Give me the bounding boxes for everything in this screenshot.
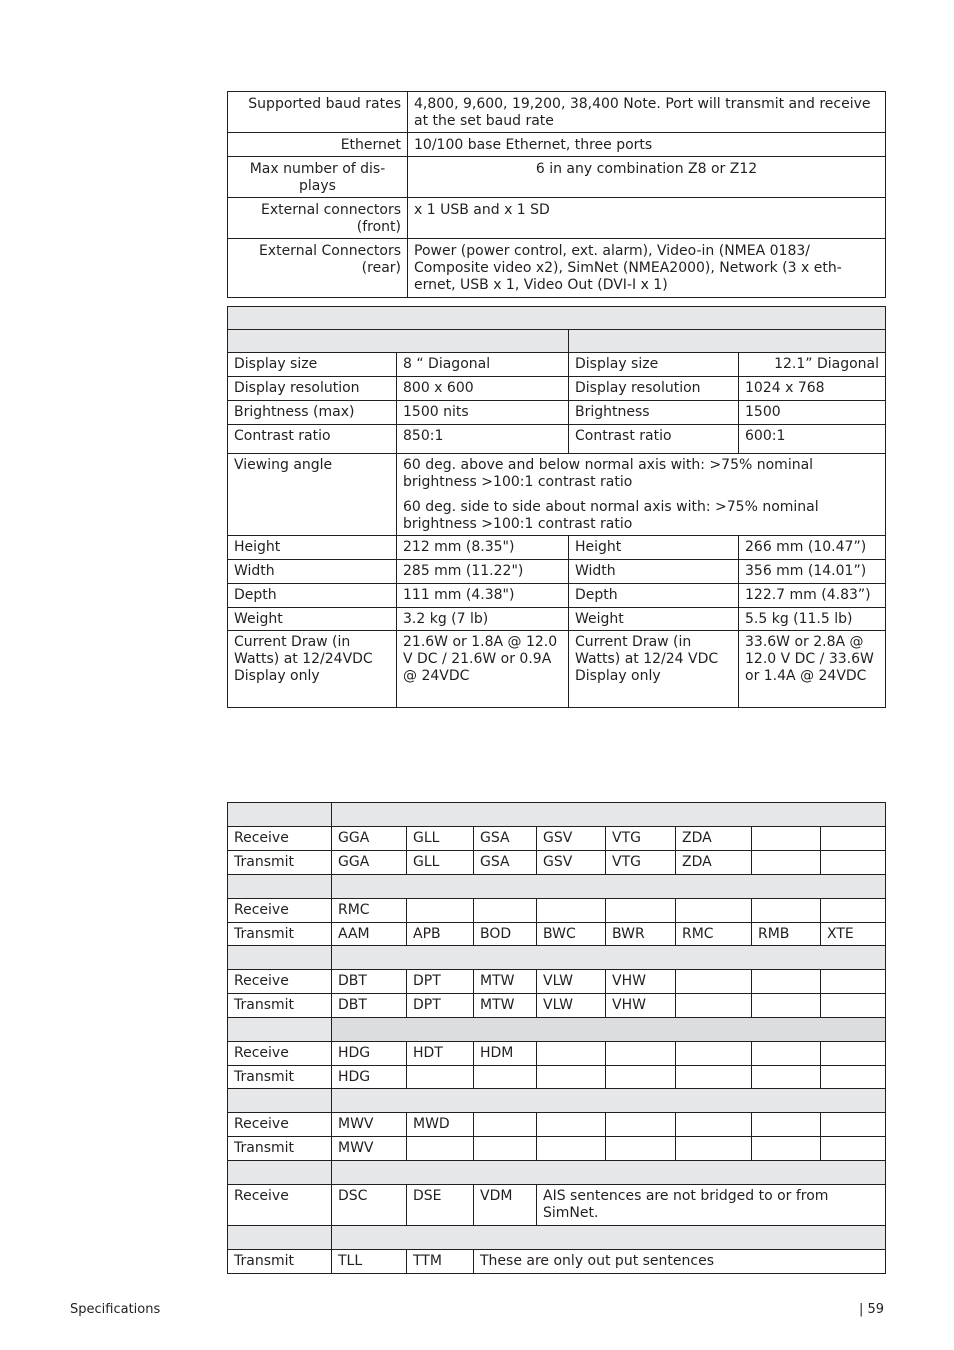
section-header-band <box>228 803 886 827</box>
table-row <box>228 608 886 631</box>
cell: Transmit <box>228 1250 332 1274</box>
cell: VTG <box>606 851 676 875</box>
cell <box>676 1137 752 1161</box>
table-header-band <box>228 307 886 330</box>
spec-row <box>228 198 886 239</box>
cell: Receive <box>228 1042 332 1066</box>
cell: 212 mm (8.35") <box>397 536 569 560</box>
section-header-band <box>228 1226 886 1250</box>
cell <box>676 1113 752 1137</box>
spec-value: x 1 USB and x 1 SD <box>408 198 886 239</box>
section-header-band <box>228 946 886 970</box>
cell: GSA <box>474 827 537 851</box>
cell: DSC <box>332 1185 407 1226</box>
table-row <box>228 899 886 923</box>
table-row <box>228 851 886 875</box>
table-row <box>228 425 886 454</box>
cell <box>752 1042 821 1066</box>
cell: 800 x 600 <box>397 377 569 401</box>
cell: AAM <box>332 923 407 946</box>
spec-row <box>228 133 886 157</box>
cell: 600:1 <box>739 425 886 454</box>
cell: APB <box>407 923 474 946</box>
cell: Transmit <box>228 923 332 946</box>
table-row <box>228 994 886 1018</box>
cell: Display resolution <box>569 377 739 401</box>
cell: GGA <box>332 827 407 851</box>
spec-row <box>228 92 886 133</box>
cell: Viewing angle <box>228 454 397 536</box>
cell: Brightness <box>569 401 739 425</box>
cell: VTG <box>606 827 676 851</box>
cell: 3.2 kg (7 lb) <box>397 608 569 631</box>
cell: 1024 x 768 <box>739 377 886 401</box>
section-header-band <box>228 1089 886 1113</box>
cell <box>407 1066 474 1089</box>
cell: Transmit <box>228 851 332 875</box>
cell: 122.7 mm (4.83”) <box>739 584 886 608</box>
cell: VHW <box>606 994 676 1018</box>
cell <box>752 851 821 875</box>
cell: Depth <box>569 584 739 608</box>
spec-label: External Connectors (rear) <box>228 239 408 298</box>
cell: DPT <box>407 970 474 994</box>
cell: XTE <box>821 923 886 946</box>
table-row <box>228 970 886 994</box>
cell <box>752 970 821 994</box>
cell: Width <box>569 560 739 584</box>
cell <box>606 899 676 923</box>
table-row <box>228 1113 886 1137</box>
cell: VLW <box>537 970 606 994</box>
cell: DPT <box>407 994 474 1018</box>
cell <box>752 827 821 851</box>
model-header-band <box>228 330 886 353</box>
table-row <box>228 631 886 708</box>
cell <box>537 1137 606 1161</box>
cell: 850:1 <box>397 425 569 454</box>
cell <box>474 899 537 923</box>
cell <box>474 1113 537 1137</box>
cell <box>606 1113 676 1137</box>
note-cell: AIS sentences are not bridged to or from SimNet. <box>537 1185 886 1226</box>
cell: DSE <box>407 1185 474 1226</box>
cell: Contrast ratio <box>228 425 397 454</box>
page-number: | 59 <box>858 1302 884 1317</box>
cell: HDG <box>332 1066 407 1089</box>
section-header-band <box>228 1018 886 1042</box>
spec-label: Max number of dis-plays <box>228 157 408 198</box>
cell: ZDA <box>676 851 752 875</box>
ports-spec-table <box>227 91 886 298</box>
cell <box>752 899 821 923</box>
cell: Display size <box>228 353 397 377</box>
table-row <box>228 1250 886 1274</box>
spec-value: Power (power control, ext. alarm), Video-in (NMEA 0183/ Composite video x2), SimNet (NMEA2000), Network (3 x eth-ernet, USB x 1, Video Out (DVI-I x 1) <box>408 239 886 298</box>
cell <box>676 970 752 994</box>
cell: RMC <box>676 923 752 946</box>
note-cell: These are only out put sentences <box>474 1250 886 1274</box>
cell: HDM <box>474 1042 537 1066</box>
cell: MWD <box>407 1113 474 1137</box>
cell <box>474 1066 537 1089</box>
spec-label: Ethernet <box>228 133 408 157</box>
spec-label: External connectors (front) <box>228 198 408 239</box>
cell <box>676 1066 752 1089</box>
cell <box>676 899 752 923</box>
cell: RMC <box>332 899 407 923</box>
cell: Receive <box>228 970 332 994</box>
cell <box>537 1113 606 1137</box>
cell <box>821 1137 886 1161</box>
table-row <box>228 377 886 401</box>
table-row <box>228 1185 886 1226</box>
table-row <box>228 923 886 946</box>
cell: Receive <box>228 827 332 851</box>
table-row <box>228 1137 886 1161</box>
viewing-angle-text: 60 deg. above and below normal axis with: >75% nominal brightness >100:1 contrast ratio <box>403 457 814 490</box>
cell: Brightness (max) <box>228 401 397 425</box>
cell <box>407 899 474 923</box>
cell <box>821 994 886 1018</box>
section-header-band <box>228 875 886 899</box>
cell <box>606 1042 676 1066</box>
cell: Receive <box>228 1113 332 1137</box>
footer-section-name: Specifications <box>70 1302 161 1317</box>
cell <box>474 1137 537 1161</box>
cell: MTW <box>474 970 537 994</box>
viewing-angle-cell <box>397 454 886 536</box>
cell: BOD <box>474 923 537 946</box>
cell: 21.6W or 1.8A @ 12.0 V DC / 21.6W or 0.9A @ 24VDC <box>397 631 569 708</box>
cell: Transmit <box>228 994 332 1018</box>
cell: MWV <box>332 1137 407 1161</box>
cell: BWR <box>606 923 676 946</box>
cell <box>407 1137 474 1161</box>
cell <box>821 827 886 851</box>
cell: 285 mm (11.22") <box>397 560 569 584</box>
cell <box>676 994 752 1018</box>
cell <box>752 1066 821 1089</box>
cell: Depth <box>228 584 397 608</box>
cell: Height <box>228 536 397 560</box>
table-row <box>228 401 886 425</box>
spec-label: Supported baud rates <box>228 92 408 133</box>
cell: HDT <box>407 1042 474 1066</box>
cell <box>606 1137 676 1161</box>
table-row <box>228 536 886 560</box>
cell: HDG <box>332 1042 407 1066</box>
display-spec-table <box>227 306 886 708</box>
table-row <box>228 454 886 536</box>
cell: 5.5 kg (11.5 lb) <box>739 608 886 631</box>
spec-value: 4,800, 9,600, 19,200, 38,400 Note. Port will transmit and receive at the set baud rate <box>408 92 886 133</box>
cell: Receive <box>228 1185 332 1226</box>
viewing-angle-text: 60 deg. side to side about normal axis with: >75% nominal brightness >100:1 contrast ratio <box>403 499 819 532</box>
cell <box>821 851 886 875</box>
nmea-sentences-table <box>227 802 886 1274</box>
cell: Weight <box>228 608 397 631</box>
cell: 266 mm (10.47”) <box>739 536 886 560</box>
cell: VHW <box>606 970 676 994</box>
cell: GSA <box>474 851 537 875</box>
cell <box>752 1137 821 1161</box>
cell: BWC <box>537 923 606 946</box>
cell: DBT <box>332 970 407 994</box>
table-row <box>228 1042 886 1066</box>
cell: Receive <box>228 899 332 923</box>
cell: Transmit <box>228 1137 332 1161</box>
table-row <box>228 353 886 377</box>
cell: 12.1” Diagonal <box>739 353 886 377</box>
cell <box>606 1066 676 1089</box>
cell: 1500 <box>739 401 886 425</box>
cell: MTW <box>474 994 537 1018</box>
cell: Weight <box>569 608 739 631</box>
table-row <box>228 1066 886 1089</box>
cell: RMB <box>752 923 821 946</box>
cell <box>821 1113 886 1137</box>
cell <box>537 1042 606 1066</box>
cell: 111 mm (4.38") <box>397 584 569 608</box>
cell: Display size <box>569 353 739 377</box>
cell: 356 mm (14.01”) <box>739 560 886 584</box>
cell: MWV <box>332 1113 407 1137</box>
cell: TLL <box>332 1250 407 1274</box>
cell: Width <box>228 560 397 584</box>
cell <box>821 899 886 923</box>
cell <box>676 1042 752 1066</box>
table-row <box>228 560 886 584</box>
cell: Display resolution <box>228 377 397 401</box>
cell: VDM <box>474 1185 537 1226</box>
cell <box>821 1066 886 1089</box>
cell <box>821 1042 886 1066</box>
cell <box>537 1066 606 1089</box>
spec-row <box>228 239 886 298</box>
cell <box>752 1113 821 1137</box>
table-row <box>228 584 886 608</box>
cell: GSV <box>537 851 606 875</box>
table-row <box>228 827 886 851</box>
cell: GGA <box>332 851 407 875</box>
cell <box>752 994 821 1018</box>
cell: TTM <box>407 1250 474 1274</box>
cell: 33.6W or 2.8A @ 12.0 V DC / 33.6W or 1.4A @ 24VDC <box>739 631 886 708</box>
cell: Transmit <box>228 1066 332 1089</box>
cell: ZDA <box>676 827 752 851</box>
cell: VLW <box>537 994 606 1018</box>
cell: Current Draw (in Watts) at 12/24 VDC Display only <box>569 631 739 708</box>
cell: GSV <box>537 827 606 851</box>
cell <box>537 899 606 923</box>
cell: 1500 nits <box>397 401 569 425</box>
cell: GLL <box>407 851 474 875</box>
cell <box>821 970 886 994</box>
cell: Contrast ratio <box>569 425 739 454</box>
cell: 8 “ Diagonal <box>397 353 569 377</box>
cell: GLL <box>407 827 474 851</box>
spec-value: 10/100 base Ethernet, three ports <box>408 133 886 157</box>
cell: DBT <box>332 994 407 1018</box>
cell: Current Draw (in Watts) at 12/24VDC Display only <box>228 631 397 708</box>
section-header-band <box>228 1161 886 1185</box>
spec-value: 6 in any combination Z8 or Z12 <box>408 157 886 198</box>
cell: Height <box>569 536 739 560</box>
spec-row <box>228 157 886 198</box>
